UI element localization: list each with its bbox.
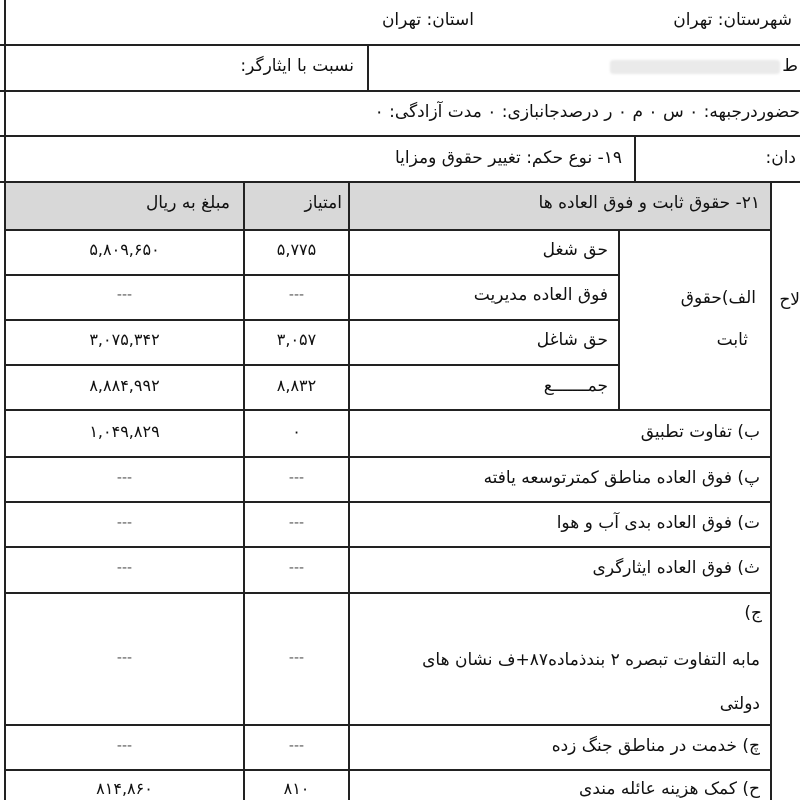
service-info-line: حضوردرجبهه: ۰ س ۰ م ۰ ر درصدجانبازی: ۰ مدت آزادگی: ۰ <box>374 102 800 122</box>
amount-cell: ۳,۰۷۵,۳۴۲ <box>89 330 160 349</box>
group-a-label-line2: ثابت <box>716 330 748 350</box>
row-label: فوق العاده مدیریت <box>473 285 608 305</box>
left-edge-fragment: لاح <box>779 290 800 310</box>
amount-cell: --- <box>116 650 133 666</box>
points-cell: --- <box>288 560 305 576</box>
points-cell: ۸,۸۳۲ <box>276 376 317 395</box>
rule <box>4 229 772 231</box>
rule <box>4 409 772 411</box>
amount-cell: --- <box>116 515 133 531</box>
rule <box>4 724 772 726</box>
rule <box>4 769 772 771</box>
rule <box>4 274 618 276</box>
province-label: استان: تهران <box>381 10 474 30</box>
rule <box>348 181 350 800</box>
rule <box>4 501 772 503</box>
points-cell: --- <box>288 287 305 303</box>
row-label-line1: ج) <box>744 603 762 623</box>
row-label: چ) خدمت در مناطق جنگ زده <box>551 736 760 756</box>
rule <box>243 181 245 800</box>
order-type-label: ۱۹- نوع حکم: تغییر حقوق ومزایا <box>395 148 622 168</box>
county-label: شهرستان: تهران <box>673 10 792 30</box>
row-label-line2: مابه التفاوت تبصره ۲ بندذماده۸۷+ف نشان های <box>422 650 760 670</box>
amount-cell: ۱,۰۴۹,۸۲۹ <box>89 422 160 441</box>
group-a-label: الف)حقوق <box>680 288 756 308</box>
rule <box>4 456 772 458</box>
amount-cell: ۸,۸۸۴,۹۹۲ <box>89 376 160 395</box>
rule <box>0 135 800 137</box>
row-label: جمـــــــع <box>543 376 608 396</box>
row-label: حق شغل <box>542 240 608 260</box>
points-cell: --- <box>288 515 305 531</box>
row-label: حق شاغل <box>536 330 608 350</box>
row2-right-fragment: ط <box>782 56 798 76</box>
rule <box>634 135 636 181</box>
rule <box>618 229 620 411</box>
table-title-header: ۲۱- حقوق ثابت و فوق العاده ها <box>538 193 760 213</box>
rule <box>4 0 6 800</box>
amount-cell: ۵,۸۰۹,۶۵۰ <box>89 240 160 259</box>
rule <box>367 44 369 90</box>
amount-cell: --- <box>116 470 133 486</box>
row-label: ب) تفاوت تطبیق <box>640 422 760 442</box>
row-label-line3: دولتی <box>719 694 760 714</box>
rule <box>4 592 772 594</box>
points-cell: ۰ <box>292 422 301 441</box>
rule <box>0 44 800 46</box>
row-label: ح) کمک هزینه عائله مندی <box>579 779 760 799</box>
row-label: ت) فوق العاده بدی آب و هوا <box>556 513 760 533</box>
row-label: ث) فوق العاده ایثارگری <box>592 558 760 578</box>
amount-cell: --- <box>116 560 133 576</box>
points-cell: --- <box>288 650 305 666</box>
rule <box>4 546 772 548</box>
points-header: امتیاز <box>304 193 342 213</box>
rule <box>4 319 618 321</box>
points-cell: --- <box>288 738 305 754</box>
rule <box>4 364 618 366</box>
row4-right-fragment: دان: <box>765 148 796 168</box>
points-cell: ۸۱۰ <box>283 779 310 798</box>
points-cell: ۵,۷۷۵ <box>276 240 317 259</box>
amount-cell: --- <box>116 287 133 303</box>
rule <box>0 90 800 92</box>
points-cell: ۳,۰۵۷ <box>276 330 317 349</box>
amount-cell: --- <box>116 738 133 754</box>
amount-header: مبلغ به ریال <box>145 193 230 213</box>
rule <box>770 181 772 800</box>
amount-cell: ۸۱۴,۸۶۰ <box>96 779 153 798</box>
row-label: پ) فوق العاده مناطق کمترتوسعه یافته <box>483 468 760 488</box>
redacted-field <box>610 60 780 74</box>
martyr-relation-label: نسبت با ایثارگر: <box>240 56 354 76</box>
points-cell: --- <box>288 470 305 486</box>
